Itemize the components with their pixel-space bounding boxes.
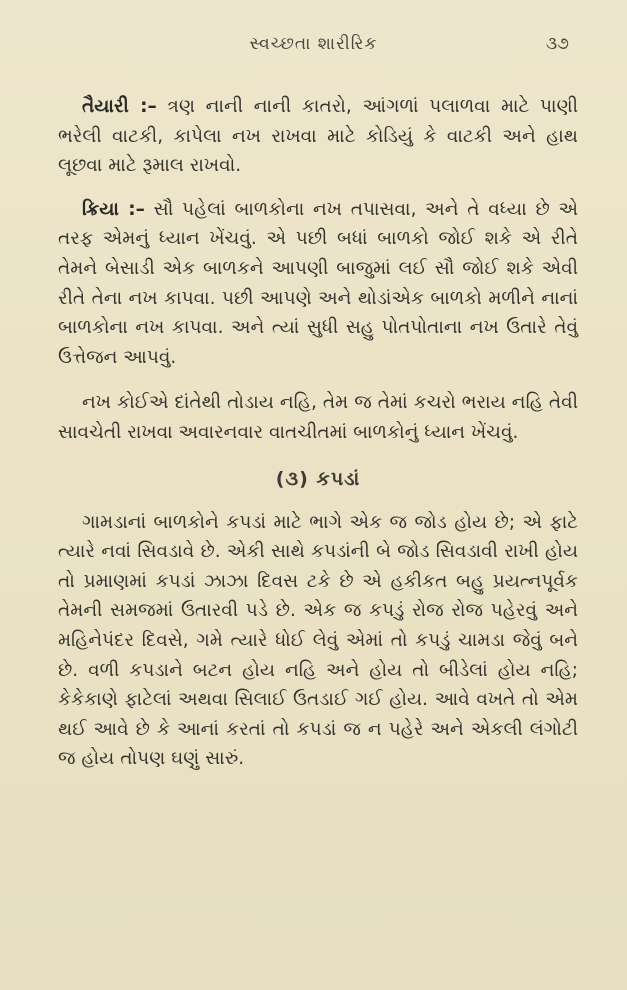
paragraph-text: સૌ પહેલાં બાળકોના નખ તપાસવા, અને તે વધ્યા છે એ તરફ એમનું ધ્યાન ખેંચવું. એ પછી બધાં બાળકો જોઈ શકે એ રીતે તેમને બેસાડી એક બાળકને આપણી બાજુમાં લઈ સૌ જોઈ શકે એવી રીતે તેના નખ કાપવા. પછી આપણે અને થોડાંએક બાળકો મળીને નાનાં બાળકોના નખ કાપવા. અને ત્યાં સુધી સહુ પોતપોતાના નખ ઉતારે તેવું ઉત્તેજન આપવું. [58,198,579,368]
page-header [0,34,627,64]
paragraph-text: નખ કોઈએ દાંતેથી તોડાય નહિ, તેમ જ તેમાં કચરો ભરાય નહિ તેવી સાવચેતી રાખવા અવારનવાર વાતચીતમાં બાળકોનું ધ્યાન ખેંચવું. [58,392,578,443]
body-text [58,92,578,774]
paragraph-preparation [58,92,578,181]
paragraph-text: ગામડાનાં બાળકોને કપડાં માટે ભાગે એક જ જોડ હોય છે; એ ફાટે ત્યારે નવાં સિવડાવે છે. એકી સાથે કપડાંની બે જોડ સિવડાવી રાખી હોય તો પ્રમાણમાં કપડાં ઝાઝા દિવસ ટકે છે એ હકીકત બહુ પ્રયત્નપૂર્વક તેમની સમજમાં ઉતારવી પડે છે. એક જ કપડું રોજ રોજ પહેરવું અને મહિનેપંદર દિવસે, ગમે ત્યારે ધોઈ લેવું એમાં તો કપડું ચામડા જેવું બને છે. વળી કપડાને બટન હોય નહિ અને હોય તો બીડેલાં હોય નહિ; કેકેકાણે ફાટેલાં અથવા સિલાઈ ઉતડાઈ ગઈ હોય. આવે વખતે તો એમ થઈ આવે છે કે આનાં કરતાં તો કપડાં જ ન પહેરે અને એકલી લંગોટી જ હોય તોપણ ઘણું સારું. [58,511,578,770]
page-number: ૩૭ [545,34,569,54]
paragraph-clothes [58,508,578,774]
run-in-heading-preparation: તૈયારી :– [82,96,157,117]
paragraph-text: ત્રણ નાની નાની કાતરો, આંગળાં પલાળવા માટે પાણી ભરેલી વાટકી, કાપેલા નખ રાખવા માટે કોડિયું કે વાટકી અને હાથ લૂછવા માટે રૂમાલ રાખવો. [58,96,578,177]
paragraph-procedure [58,195,578,373]
paragraph-nail-care-note [58,388,578,447]
running-title: સ્વચ્છતા શારીરિક [249,34,378,54]
run-in-heading-procedure: ક્રિયા :– [82,198,145,220]
section-heading: (૩) કપડાં [275,467,361,490]
